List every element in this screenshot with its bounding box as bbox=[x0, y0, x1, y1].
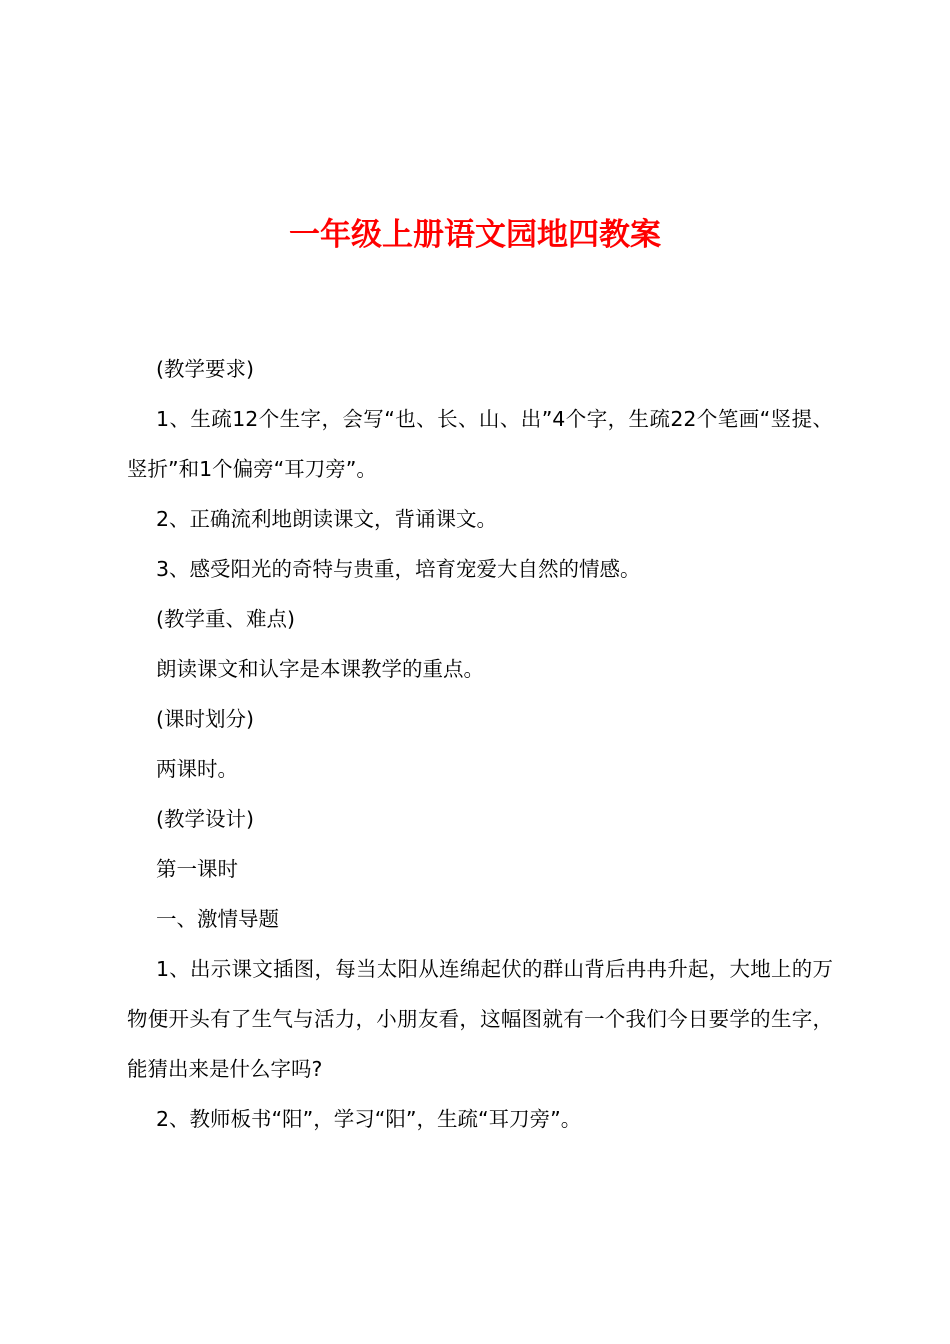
section-heading-key-points: (教学重、难点) bbox=[156, 607, 295, 631]
lesson-division-text: 两课时。 bbox=[156, 757, 238, 781]
section-heading-lesson-division: (课时划分) bbox=[156, 707, 254, 731]
step-one-item-1: 1、出示课文插图，每当太阳从连绵起伏的群山背后冉冉升起，大地上的万物便开头有了生气与活力，小朋友看，这幅图就有一个我们今日要学的生字，能猜出来是什么字吗? bbox=[127, 957, 833, 1081]
step-one-item-2: 2、教师板书“阳”，学习“阳”，生疏“耳刀旁”。 bbox=[156, 1107, 582, 1131]
requirement-item-1: 1、生疏12个生字，会写“也、长、山、出”4个字，生疏22个笔画“竖提、竖折”和1个偏旁“耳刀旁”。 bbox=[127, 407, 833, 481]
step-one-heading: 一、激情导题 bbox=[156, 907, 279, 931]
lesson-one-heading: 第一课时 bbox=[156, 857, 238, 881]
requirement-item-3: 3、感受阳光的奇特与贵重，培育宠爱大自然的情感。 bbox=[156, 557, 641, 581]
section-heading-teaching-requirements: (教学要求) bbox=[156, 357, 254, 381]
document-title: 一年级上册语文园地四教案 bbox=[289, 217, 661, 253]
key-points-text: 朗读课文和认字是本课教学的重点。 bbox=[156, 657, 484, 681]
document-body bbox=[127, 344, 833, 1144]
requirement-item-2: 2、正确流利地朗读课文，背诵课文。 bbox=[156, 507, 498, 531]
section-heading-teaching-design: (教学设计) bbox=[156, 807, 254, 831]
